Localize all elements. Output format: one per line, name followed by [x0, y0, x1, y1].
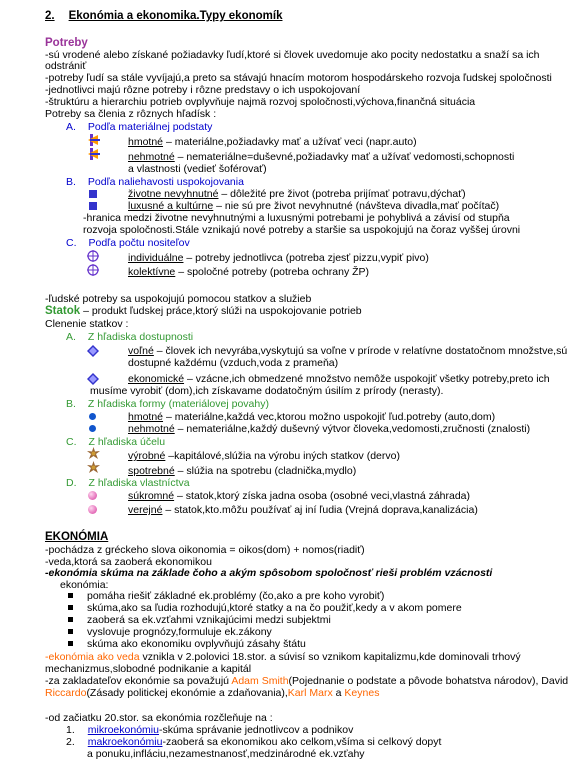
- statok-c-item-2-text: – slúžia na spotrebu (cladnička,mydlo): [174, 465, 357, 477]
- statok-b-label: B.: [66, 398, 76, 410]
- statok-d-label: D.: [66, 477, 77, 489]
- term-hmotne: hmotné: [128, 136, 164, 148]
- statok-c-label: C.: [66, 436, 77, 448]
- arrow-bullet-icon: [88, 134, 101, 146]
- potreby-c-label: C.: [66, 237, 77, 249]
- dot-bullet-icon: [89, 425, 96, 432]
- ekonomia-numbered-2-cont: a ponuku,infláciu,nezamestnanosť,medzinárodné ek.vzťahy: [87, 748, 365, 760]
- statok-b-item-1-text: – materiálne,každá vec,ktorou možno uspokojiť ľud.potreby (auto,dom): [163, 411, 496, 423]
- ekonomia-ako-veda: -ekonómia ako veda: [45, 651, 140, 663]
- statok-definition: [45, 305, 362, 317]
- ekonomia-history-1-cont: mechanizmus,slobodné podnikanie a kapitál: [45, 663, 252, 675]
- potreby-c-item-1-text: – potreby jednotlivca (potreba zjesť pizzu,vypiť pivo): [183, 252, 429, 264]
- ekonomia-numbered-2-text: -zaoberá sa ekonomikou ako celkom,všíma si celkový dopyt: [162, 736, 442, 748]
- term-kolektivne: kolektívne: [128, 266, 176, 278]
- potreby-a-item-2-text: – nemateriálne=duševné,požiadavky mať a užívať vedomosti,schopnosti: [174, 151, 515, 163]
- potreby-c-item-1: [128, 252, 429, 264]
- potreby-c-title: Podľa počtu nositeľov: [88, 237, 190, 249]
- potreby-a-heading: [66, 121, 212, 133]
- name-adam-smith: Adam Smith: [231, 675, 289, 687]
- potreby-b-item-2-text: – nie sú pre život nevyhnutné (návšteva divadla,mať počítač): [213, 200, 500, 212]
- square-bullet-icon: [68, 641, 73, 646]
- potreby-b-item-1: [128, 188, 466, 200]
- statok-intro: -ľudské potreby sa uspokojujú pomocou statkov a služieb: [45, 293, 312, 305]
- term-zivotne-nevyhnutne: životne nevyhnutné: [128, 188, 219, 200]
- ekonomia-numbered-1: [66, 724, 353, 736]
- num-2: 2.: [66, 736, 75, 748]
- statok-d-item-1-text: – statok,ktorý získa jadna osoba (osobné veci,vlastná záhrada): [174, 490, 471, 502]
- term-verejne: verejné: [128, 504, 163, 516]
- diamond-bullet-icon: [87, 345, 99, 357]
- statok-d-item-2-text: – statok,kto.môžu používať aj iní ľudia (Vrejná doprava,kanalizácia): [162, 504, 478, 516]
- ekonomia-line-3: -ekonómia skúma na základe čoho a akým spôsobom spoločnosť rieši problém vzácnosti: [45, 567, 493, 579]
- term-volne: voľné: [128, 345, 154, 357]
- statok-d-item-2: [128, 504, 478, 516]
- arrow-bullet-icon: [88, 148, 101, 160]
- ekonomia-numbered-1-text: -skúma správanie jednotlivcov a podnikov: [158, 724, 354, 736]
- term-individualne: individuálne: [128, 252, 184, 264]
- ekonomia-bullet-4: vyslovuje prognózy,formuluje ek.zákony: [87, 626, 272, 638]
- crosshair-bullet-icon: [87, 264, 99, 276]
- square-bullet-icon: [89, 190, 97, 198]
- potreby-b-item-1-text: – dôležité pre život (potreba prijímať potravu,dýchať): [218, 188, 466, 200]
- potreby-intro-2: odstrániť: [45, 60, 87, 72]
- statok-d-heading: [66, 477, 190, 489]
- diamond-bullet-icon: [87, 373, 99, 385]
- statok-b-title: Z hľadiska formy (materiálovej povahy): [87, 398, 269, 410]
- ekonomia-founders-1: [45, 675, 568, 687]
- square-bullet-icon: [68, 605, 73, 610]
- ekonomia-division-intro: -od začiatku 20.stor. sa ekonómia rozčleňuje na :: [45, 712, 273, 724]
- ekonomia-history-1: [45, 651, 521, 663]
- statok-a-heading: [66, 331, 193, 343]
- square-bullet-icon: [68, 593, 73, 598]
- statok-c-item-2: [128, 465, 356, 477]
- pink-ball-bullet-icon: [88, 505, 97, 514]
- term-ekonomicke: ekonomické: [128, 373, 185, 385]
- starburst-bullet-icon: [87, 461, 100, 474]
- square-bullet-icon: [68, 629, 73, 634]
- potreby-intro-3: -potreby ľudí sa stále vyvíjajú,a preto sa stávajú hnacím motorom hospodárskeho rozvoja ľudskej spoločnosti: [45, 72, 552, 84]
- founders-text-c: (Zásady politickej ekonómie a zdaňovania),: [86, 687, 288, 699]
- ekonomia-line-4: ekonómia:: [60, 579, 109, 591]
- potreby-c-item-2: [128, 266, 369, 278]
- ekonomia-line-1: -pochádza z gréckeho slova oikonomia = oikos(dom) + nomos(riadiť): [45, 544, 365, 556]
- name-keynes: Keynes: [344, 687, 380, 699]
- statok-a-item-1-cont: dostupné každému (vzduch,voda z prameňa): [128, 357, 339, 369]
- statok-b-heading: [66, 398, 269, 410]
- statok-d-item-1: [128, 490, 470, 502]
- statok-a-item-1: [128, 345, 567, 357]
- ekonomia-bullet-3: zaoberá sa ek.vzťahmi vznikajúcimi medzi subjektmi: [87, 614, 331, 626]
- statok-b-item-2-text: – nemateriálne,každý duševný výtvor človeka,vedomosti,zručnosti (znalosti): [174, 423, 531, 435]
- potreby-a-item-2-cont: a vlastnosti (vedieť šoférovať): [128, 163, 267, 175]
- potreby-b-label: B.: [66, 176, 76, 188]
- potreby-a-label: A.: [66, 121, 76, 133]
- ekonomia-numbered-2: [66, 736, 441, 748]
- heading-title: Ekonómia a ekonomika.Typy ekonomík: [68, 10, 283, 22]
- founders-text-b: (Pojednanie o podstate a pôvode bohatstva národov), David: [288, 675, 568, 687]
- potreby-a-item-2: [128, 151, 514, 163]
- square-bullet-icon: [89, 202, 97, 210]
- term-mikroekonomia: mikroekonómiu: [87, 724, 159, 736]
- term-nehmotne: nehmotné: [128, 151, 175, 163]
- term-statok-hmotne: hmotné: [128, 411, 164, 423]
- crosshair-bullet-icon: [87, 250, 99, 262]
- potreby-a-item-1: [128, 136, 417, 148]
- potreby-intro-6: Potreby sa členia z rôznych hľadísk :: [45, 108, 217, 120]
- founders-text-d: a: [332, 687, 345, 699]
- ekonomia-bullet-1: pomáha riešiť základné ek.problémy (čo,ako a pre koho vyrobiť): [87, 590, 385, 602]
- document-heading: [45, 10, 282, 22]
- potreby-intro-5: -štruktúru a hierarchiu potrieb ovplyvňuje najmä rozvoj spoločnosti,výchova,finančná situácia: [45, 96, 476, 108]
- statok-a-item-2-text: – vzácne,ich obmedzené množstvo nemôže uspokojiť všetky potreby,preto ich: [184, 373, 550, 385]
- potreby-title: Potreby: [45, 37, 88, 49]
- ekonomia-bullet-2: skúma,ako sa ľudia rozhodujú,ktoré statky a na čo použiť,kedy a v akom pomere: [87, 602, 462, 614]
- term-luxusne: luxusné a kultúrne: [128, 200, 214, 212]
- term-makroekonomia: makroekonómiu: [87, 736, 163, 748]
- ekonomia-founders-2: [45, 687, 379, 699]
- num-1: 1.: [66, 724, 75, 736]
- statok-b-item-2: [128, 423, 530, 435]
- name-ricardo: Riccardo: [45, 687, 87, 699]
- heading-number: 2.: [45, 10, 55, 22]
- potreby-b-note-1: -hranica medzi životne nevyhnutnými a luxusnými potrebami je pohyblivá a závisí od stupňa: [83, 212, 510, 224]
- founders-intro: -za zakladateľov ekonómie sa považujú: [45, 675, 232, 687]
- statok-a-item-1-text: – človek ich nevyrába,vyskytujú sa voľne v prírode v relatívne dostatočnom množstve,sú: [153, 345, 568, 357]
- statok-a-label: A.: [66, 331, 76, 343]
- statok-title: Statok: [45, 305, 81, 317]
- potreby-intro-1: -sú vrodené alebo získané požiadavky ľudí,ktoré si človek uvedomuje ako pocity nedostatku a snaží sa ich: [45, 49, 540, 61]
- ekonomia-title: EKONÓMIA: [45, 531, 109, 543]
- statok-c-title: Z hľadiska účelu: [88, 436, 166, 448]
- statok-a-item-2: [128, 373, 550, 385]
- term-vyrobne: výrobné: [128, 450, 166, 462]
- potreby-b-item-2: [128, 200, 499, 212]
- potreby-a-title: Podľa materiálnej podstaty: [87, 121, 213, 133]
- statok-c-item-1-text: –kapitálové,slúžia na výrobu iných statkov (dervo): [165, 450, 400, 462]
- dot-bullet-icon: [89, 413, 96, 420]
- potreby-b-heading: [66, 176, 244, 188]
- statok-c-heading: [66, 436, 165, 448]
- square-bullet-icon: [68, 617, 73, 622]
- starburst-bullet-icon: [87, 447, 100, 460]
- statok-clenenie: Clenenie statkov :: [45, 318, 129, 330]
- ekonomia-history-1-text: vznikla v 2.polovici 18.stor. a súvisí so vznikom kapitalizmu,kde dominovali trhový: [139, 651, 521, 663]
- pink-ball-bullet-icon: [88, 491, 97, 500]
- potreby-c-item-2-text: – spoločné potreby (potreba ochrany ŽP): [175, 266, 370, 278]
- term-spotrebne: spotrebné: [128, 465, 175, 477]
- statok-c-item-1: [128, 450, 400, 462]
- name-karl-marx: Karl Marx: [287, 687, 333, 699]
- statok-d-title: Z hľadiska vlastníctva: [88, 477, 190, 489]
- potreby-intro-4: -jednotlivci majú rôzne potreby i rôzne predstavy o ich uspokojovaní: [45, 84, 361, 96]
- statok-a-item-2-cont: musíme vyrobiť (dom),ich získavame dodatočným úsilím z prírody (nerasty).: [90, 385, 444, 397]
- potreby-c-heading: [66, 237, 190, 249]
- potreby-a-item-1-text: – materiálne,požiadavky mať a užívať veci (napr.auto): [163, 136, 417, 148]
- ekonomia-line-2: -veda,ktorá sa zaoberá ekonomikou: [45, 556, 212, 568]
- statok-a-title: Z hľadiska dostupnosti: [87, 331, 194, 343]
- ekonomia-bullet-5: skúma ako ekonomiku ovplyvňujú zásahy štátu: [87, 638, 306, 650]
- term-statok-nehmotne: nehmotné: [128, 423, 175, 435]
- statok-b-item-1: [128, 411, 495, 423]
- potreby-b-title: Podľa naliehavosti uspokojovania: [87, 176, 244, 188]
- statok-def: – produkt ľudskej práce,ktorý slúži na uspokojovanie potrieb: [80, 305, 362, 317]
- term-sukromne: súkromné: [128, 490, 175, 502]
- potreby-b-note-2: rozvoja spoločnosti.Stále vznikajú nové potreby a staršie sa uspokojujú na čoraz vyššej úrovni: [83, 224, 521, 236]
